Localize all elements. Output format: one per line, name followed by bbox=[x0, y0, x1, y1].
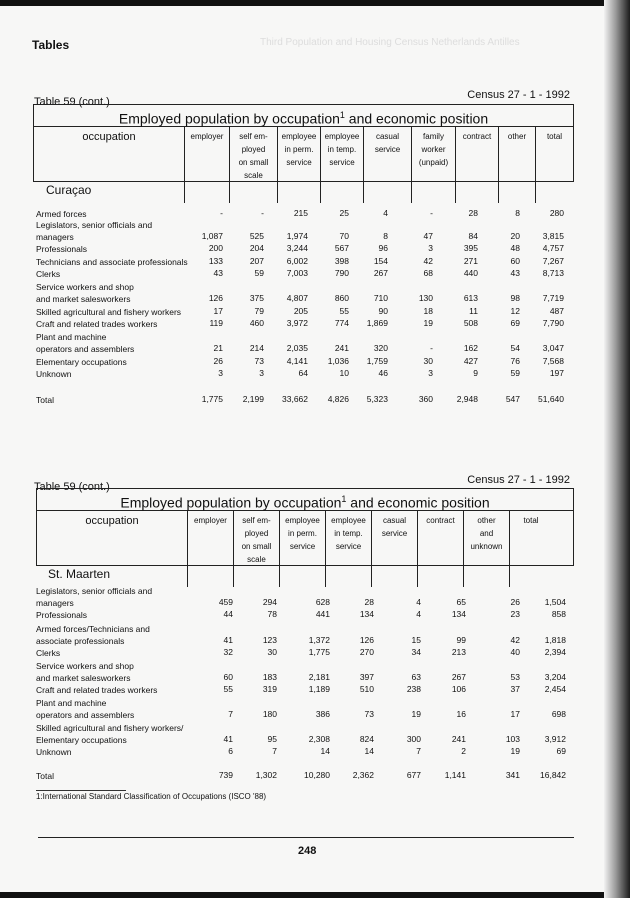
cell-value: 238 bbox=[406, 684, 421, 694]
table2-column-headers bbox=[37, 511, 573, 587]
cell-value: 3,204 bbox=[544, 672, 566, 682]
page-edge-shadow bbox=[604, 0, 630, 898]
cell-value: 7,568 bbox=[542, 356, 564, 366]
table1-column-headers bbox=[34, 127, 573, 203]
cell-value: 3,815 bbox=[542, 231, 564, 241]
cell-value: 44 bbox=[223, 609, 233, 619]
cell-value: 59 bbox=[510, 368, 520, 378]
cell-value: 7,790 bbox=[542, 318, 564, 328]
cell-value: 162 bbox=[463, 343, 478, 353]
row-label: Legislators, senior officials and managers bbox=[36, 586, 153, 608]
cell-value: 7,719 bbox=[542, 293, 564, 303]
row-label: Total bbox=[36, 771, 54, 781]
row-label: Service workers and shop and market salesworkers bbox=[36, 282, 134, 304]
cell-value: 43 bbox=[510, 268, 520, 278]
cell-value: 10 bbox=[339, 368, 349, 378]
row-label: Armed forces bbox=[36, 209, 87, 219]
table1-header-frame bbox=[33, 104, 574, 182]
cell-value: 78 bbox=[267, 609, 277, 619]
cell-value: 30 bbox=[423, 356, 433, 366]
cell-value: 65 bbox=[456, 597, 466, 607]
cell-value: 18 bbox=[423, 306, 433, 316]
cell-value: 2,948 bbox=[456, 394, 478, 404]
column-header: employee in perm. service bbox=[279, 511, 325, 587]
cell-value: 774 bbox=[334, 318, 349, 328]
cell-value: 7 bbox=[272, 746, 277, 756]
cell-value: 1,818 bbox=[544, 635, 566, 645]
cell-value: 41 bbox=[223, 635, 233, 645]
row-label: Skilled agricultural and fishery workers/ Elementary occupations bbox=[36, 723, 184, 745]
cell-value: 16 bbox=[456, 709, 466, 719]
cell-value: 103 bbox=[505, 734, 520, 744]
cell-value: 55 bbox=[223, 684, 233, 694]
column-header: employee in temp. service bbox=[325, 511, 371, 587]
cell-value: 441 bbox=[315, 609, 330, 619]
cell-value: 698 bbox=[551, 709, 566, 719]
cell-value: 14 bbox=[320, 746, 330, 756]
cell-value: 126 bbox=[208, 293, 223, 303]
cell-value: 48 bbox=[510, 243, 520, 253]
cell-value: 54 bbox=[510, 343, 520, 353]
cell-value: 15 bbox=[411, 635, 421, 645]
cell-value: 4,141 bbox=[286, 356, 308, 366]
cell-value: 7,267 bbox=[542, 256, 564, 266]
row-label: Craft and related trades workers bbox=[36, 319, 158, 329]
cell-value: 5,323 bbox=[366, 394, 388, 404]
row-label: Legislators, senior officials and managers bbox=[36, 220, 153, 242]
cell-value: 459 bbox=[218, 597, 233, 607]
cell-value: 1,141 bbox=[444, 770, 466, 780]
cell-value: 7 bbox=[416, 746, 421, 756]
cell-value: 9 bbox=[473, 368, 478, 378]
table1-title bbox=[34, 105, 573, 127]
column-header: employee in temp. service bbox=[320, 127, 363, 203]
column-header: family worker (unpaid) bbox=[411, 127, 455, 203]
cell-value: 677 bbox=[406, 770, 421, 780]
cell-value: 398 bbox=[334, 256, 349, 266]
cell-value: 28 bbox=[468, 208, 478, 218]
cell-value: 525 bbox=[249, 231, 264, 241]
table2-label: Table 59 (cont.) bbox=[34, 481, 110, 493]
cell-value: 427 bbox=[463, 356, 478, 366]
cell-value: 119 bbox=[209, 318, 223, 328]
row-label: Professionals bbox=[36, 244, 88, 254]
cell-value: 70 bbox=[339, 231, 349, 241]
cell-value: 241 bbox=[334, 343, 349, 353]
cell-value: 180 bbox=[262, 709, 277, 719]
cell-value: 319 bbox=[262, 684, 277, 694]
footnote-marker: 1 bbox=[341, 494, 347, 504]
cell-value: 12 bbox=[510, 306, 520, 316]
cell-value: 23 bbox=[510, 609, 520, 619]
cell-value: 1,974 bbox=[286, 231, 308, 241]
cell-value: - bbox=[261, 208, 264, 218]
cell-value: 1,372 bbox=[308, 635, 330, 645]
row-label: Elementary occupations bbox=[36, 357, 127, 367]
cell-value: 271 bbox=[463, 256, 478, 266]
column-header: employer bbox=[187, 511, 233, 587]
cell-value: 710 bbox=[373, 293, 388, 303]
cell-value: 3,244 bbox=[286, 243, 308, 253]
cell-value: 241 bbox=[451, 734, 466, 744]
cell-value: 4,826 bbox=[327, 394, 349, 404]
cell-value: 26 bbox=[510, 597, 520, 607]
cell-value: 487 bbox=[549, 306, 564, 316]
cell-value: 6 bbox=[228, 746, 233, 756]
table2-title-text: Employed population by occupation bbox=[120, 494, 342, 511]
cell-value: 2,035 bbox=[286, 343, 308, 353]
cell-value: 42 bbox=[423, 256, 433, 266]
cell-value: 55 bbox=[339, 306, 349, 316]
column-header: total bbox=[509, 511, 552, 587]
cell-value: 3,912 bbox=[544, 734, 566, 744]
row-label: Armed forces/Technicians and associate professionals bbox=[36, 624, 150, 646]
cell-value: 183 bbox=[262, 672, 277, 682]
footnote-rule bbox=[36, 790, 126, 791]
cell-value: 79 bbox=[254, 306, 264, 316]
cell-value: 207 bbox=[249, 256, 264, 266]
cell-value: 2,394 bbox=[544, 647, 566, 657]
cell-value: 16,842 bbox=[540, 770, 566, 780]
cell-value: 860 bbox=[334, 293, 349, 303]
cell-value: 2,308 bbox=[308, 734, 330, 744]
cell-value: 6,002 bbox=[286, 256, 308, 266]
cell-value: 790 bbox=[334, 268, 349, 278]
cell-value: 73 bbox=[364, 709, 374, 719]
cell-value: 134 bbox=[359, 609, 374, 619]
cell-value: 34 bbox=[411, 647, 421, 657]
cell-value: - bbox=[220, 208, 223, 218]
cell-value: 267 bbox=[373, 268, 388, 278]
cell-value: 126 bbox=[359, 635, 374, 645]
cell-value: 739 bbox=[218, 770, 233, 780]
cell-value: 19 bbox=[423, 318, 433, 328]
cell-value: 300 bbox=[406, 734, 421, 744]
table1-census-date: Census 27 - 1 - 1992 bbox=[467, 89, 570, 101]
cell-value: 2,454 bbox=[544, 684, 566, 694]
column-header: occupation bbox=[85, 515, 139, 527]
row-label: Craft and related trades workers bbox=[36, 685, 158, 695]
cell-value: 205 bbox=[293, 306, 308, 316]
cell-value: 858 bbox=[551, 609, 566, 619]
cell-value: 375 bbox=[249, 293, 264, 303]
row-label: Plant and machine operators and assemblers bbox=[36, 698, 135, 720]
cell-value: 21 bbox=[213, 343, 223, 353]
cell-value: 3,047 bbox=[542, 343, 564, 353]
table2-header-frame bbox=[36, 488, 574, 566]
column-header: self em- ployed on small scale bbox=[233, 511, 279, 587]
cell-value: 1,504 bbox=[544, 597, 566, 607]
cell-value: 41 bbox=[223, 734, 233, 744]
cell-value: 2,362 bbox=[352, 770, 374, 780]
cell-value: 8 bbox=[383, 231, 388, 241]
column-header: casual service bbox=[363, 127, 411, 203]
cell-value: 123 bbox=[262, 635, 277, 645]
table1-title-suffix: and economic position bbox=[344, 110, 489, 127]
cell-value: 2,199 bbox=[242, 394, 264, 404]
column-header: employee in perm. service bbox=[277, 127, 320, 203]
table1-title-text: Employed population by occupation bbox=[118, 110, 340, 127]
cell-value: 7 bbox=[228, 709, 233, 719]
cell-value: 4 bbox=[416, 597, 421, 607]
cell-value: 628 bbox=[315, 597, 330, 607]
cell-value: 28 bbox=[364, 597, 374, 607]
cell-value: 90 bbox=[378, 306, 388, 316]
cell-value: 53 bbox=[510, 672, 520, 682]
cell-value: 43 bbox=[213, 268, 223, 278]
cell-value: 60 bbox=[223, 672, 233, 682]
cell-value: 613 bbox=[463, 293, 478, 303]
cell-value: 460 bbox=[249, 318, 264, 328]
cell-value: 84 bbox=[468, 231, 478, 241]
row-label: Plant and machine operators and assemblers bbox=[36, 332, 135, 354]
footnote: 1:International Standard Classification of Occupations (ISCO '88) bbox=[36, 792, 267, 801]
cell-value: 2 bbox=[461, 746, 466, 756]
cell-value: 360 bbox=[418, 394, 433, 404]
cell-value: 214 bbox=[249, 343, 264, 353]
cell-value: 1,759 bbox=[366, 356, 388, 366]
cell-value: 547 bbox=[505, 394, 520, 404]
table2-title-suffix: and economic position bbox=[346, 494, 490, 511]
cell-value: 99 bbox=[456, 635, 466, 645]
cell-value: 47 bbox=[423, 231, 433, 241]
cell-value: 2,181 bbox=[308, 672, 330, 682]
cell-value: 106 bbox=[451, 684, 466, 694]
cell-value: 294 bbox=[262, 597, 277, 607]
cell-value: 133 bbox=[208, 256, 223, 266]
cell-value: 341 bbox=[505, 770, 520, 780]
cell-value: 1,189 bbox=[308, 684, 330, 694]
cell-value: 213 bbox=[451, 647, 466, 657]
cell-value: 64 bbox=[298, 368, 308, 378]
cell-value: 197 bbox=[549, 368, 564, 378]
cell-value: 17 bbox=[510, 709, 520, 719]
cell-value: 154 bbox=[373, 256, 388, 266]
column-header: contract bbox=[417, 511, 463, 587]
cell-value: 440 bbox=[463, 268, 478, 278]
cell-value: 69 bbox=[556, 746, 566, 756]
cell-value: - bbox=[430, 343, 433, 353]
cell-value: 14 bbox=[364, 746, 374, 756]
cell-value: 134 bbox=[451, 609, 466, 619]
cell-value: 3 bbox=[259, 368, 264, 378]
cell-value: 320 bbox=[373, 343, 388, 353]
cell-value: 98 bbox=[510, 293, 520, 303]
column-header: casual service bbox=[371, 511, 417, 587]
cell-value: 508 bbox=[463, 318, 478, 328]
cell-value: 46 bbox=[378, 368, 388, 378]
cell-value: 1,775 bbox=[201, 394, 223, 404]
table2-census-date: Census 27 - 1 - 1992 bbox=[467, 474, 570, 486]
column-header: other and unknown bbox=[463, 511, 509, 587]
row-label: Skilled agricultural and fishery workers bbox=[36, 307, 182, 317]
cell-value: 3 bbox=[218, 368, 223, 378]
column-header: occupation bbox=[82, 131, 136, 143]
cell-value: 3 bbox=[428, 368, 433, 378]
row-label: Clerks bbox=[36, 269, 61, 279]
cell-value: 40 bbox=[510, 647, 520, 657]
cell-value: 7,003 bbox=[286, 268, 308, 278]
row-label: Professionals bbox=[36, 610, 88, 620]
cell-value: 1,302 bbox=[255, 770, 277, 780]
row-label: Technicians and associate professionals bbox=[36, 257, 188, 267]
cell-value: 95 bbox=[267, 734, 277, 744]
row-label: Total bbox=[36, 395, 54, 405]
cell-value: 25 bbox=[339, 208, 349, 218]
cell-value: 1,775 bbox=[308, 647, 330, 657]
cell-value: 1,036 bbox=[327, 356, 349, 366]
cell-value: 397 bbox=[359, 672, 374, 682]
cell-value: 3,972 bbox=[286, 318, 308, 328]
cell-value: 11 bbox=[469, 306, 478, 316]
cell-value: 1,869 bbox=[366, 318, 388, 328]
cell-value: 270 bbox=[359, 647, 374, 657]
bottom-rule bbox=[38, 837, 574, 838]
cell-value: 1,087 bbox=[201, 231, 223, 241]
cell-value: 19 bbox=[510, 746, 520, 756]
row-label: Service workers and shop and market salesworkers bbox=[36, 661, 134, 683]
row-label: Unknown bbox=[36, 747, 72, 757]
cell-value: 30 bbox=[267, 647, 277, 657]
cell-value: 130 bbox=[418, 293, 433, 303]
cell-value: 395 bbox=[463, 243, 478, 253]
cell-value: 73 bbox=[254, 356, 264, 366]
table2-region: St. Maarten bbox=[48, 567, 111, 581]
row-label: Unknown bbox=[36, 369, 72, 379]
cell-value: 386 bbox=[315, 709, 330, 719]
cell-value: 59 bbox=[254, 268, 264, 278]
cell-value: 33,662 bbox=[282, 394, 308, 404]
cell-value: - bbox=[430, 208, 433, 218]
footnote-marker: 1 bbox=[339, 110, 345, 120]
cell-value: 10,280 bbox=[304, 770, 330, 780]
cell-value: 96 bbox=[378, 243, 388, 253]
cell-value: 4 bbox=[383, 208, 388, 218]
column-header: self em- ployed on small scale bbox=[229, 127, 277, 203]
column-header: other bbox=[498, 127, 535, 203]
table2-title bbox=[37, 489, 573, 511]
table1-region: Curaçao bbox=[46, 183, 92, 197]
cell-value: 8,713 bbox=[542, 268, 564, 278]
cell-value: 204 bbox=[249, 243, 264, 253]
cell-value: 215 bbox=[293, 208, 308, 218]
cell-value: 42 bbox=[510, 635, 520, 645]
cell-value: 4,807 bbox=[286, 293, 308, 303]
cell-value: 8 bbox=[515, 208, 520, 218]
cell-value: 3 bbox=[428, 243, 433, 253]
cell-value: 280 bbox=[549, 208, 564, 218]
cell-value: 4 bbox=[416, 609, 421, 619]
cell-value: 60 bbox=[510, 256, 520, 266]
cell-value: 26 bbox=[213, 356, 223, 366]
cell-value: 63 bbox=[411, 672, 421, 682]
cell-value: 4,757 bbox=[542, 243, 564, 253]
cell-value: 19 bbox=[411, 709, 421, 719]
cell-value: 37 bbox=[510, 684, 520, 694]
table1-label: Table 59 (cont.) bbox=[34, 96, 110, 108]
cell-value: 267 bbox=[451, 672, 466, 682]
column-header: contract bbox=[455, 127, 498, 203]
row-label: Clerks bbox=[36, 648, 61, 658]
column-header: employer bbox=[184, 127, 229, 203]
bleed-through-text: Third Population and Housing Census Netherlands Antilles bbox=[260, 37, 520, 48]
cell-value: 68 bbox=[423, 268, 433, 278]
cell-value: 51,640 bbox=[538, 394, 564, 404]
cell-value: 824 bbox=[359, 734, 374, 744]
running-head: Tables bbox=[32, 38, 70, 52]
cell-value: 567 bbox=[334, 243, 349, 253]
cell-value: 20 bbox=[510, 231, 520, 241]
column-header: total bbox=[535, 127, 573, 203]
cell-value: 200 bbox=[208, 243, 223, 253]
cell-value: 76 bbox=[510, 356, 520, 366]
cell-value: 17 bbox=[213, 306, 223, 316]
cell-value: 69 bbox=[510, 318, 520, 328]
cell-value: 32 bbox=[223, 647, 233, 657]
page-number: 248 bbox=[298, 845, 317, 857]
cell-value: 510 bbox=[359, 684, 374, 694]
